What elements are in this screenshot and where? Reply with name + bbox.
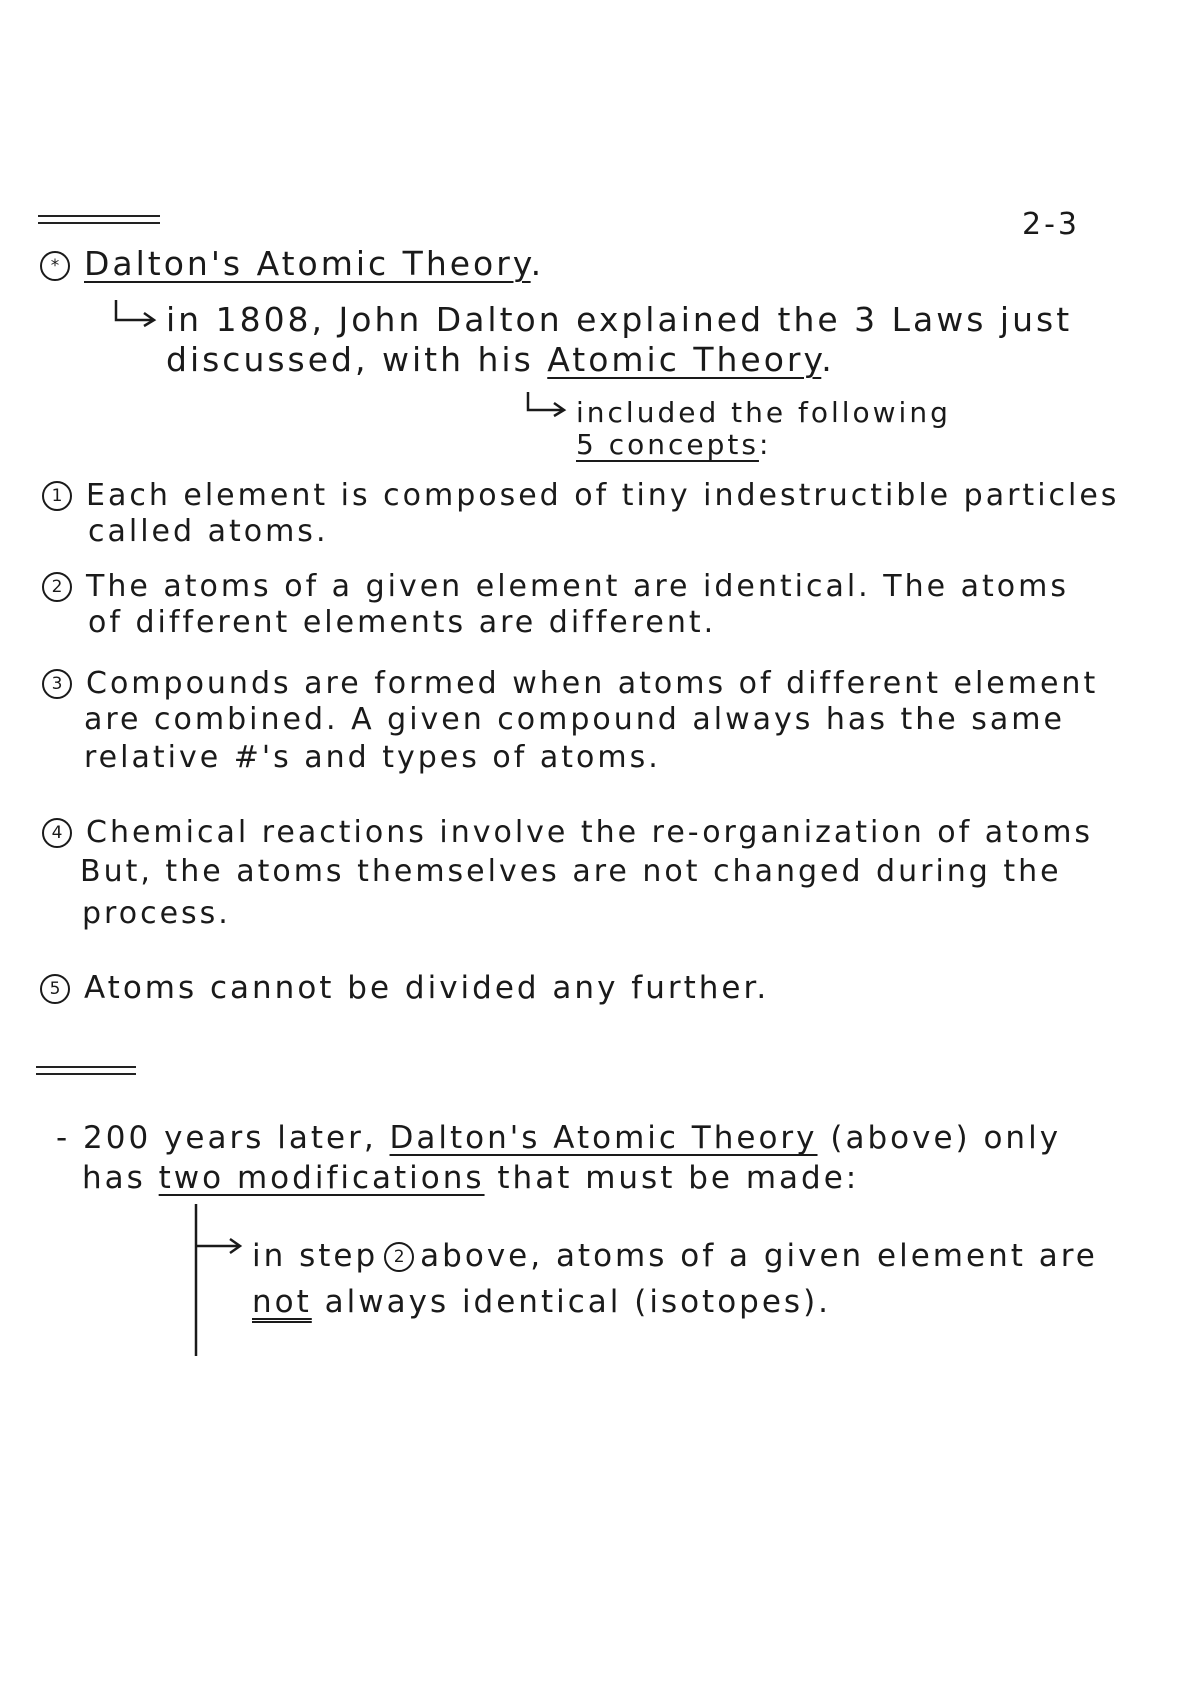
heading: [40, 244, 544, 283]
concept-3-line-2: are combined. A given compound always has the same: [84, 702, 1065, 737]
modification-1-prefix: in step: [252, 1238, 379, 1274]
later-line-1: [56, 1120, 1061, 1156]
intro-line-1: in 1808, John Dalton explained the 3 Laws just: [166, 300, 1073, 339]
top-double-rule: [38, 215, 160, 224]
later-line-2: [82, 1160, 859, 1196]
concept-4-line-1: [42, 815, 1093, 850]
two-modifications-term: two modifications: [158, 1160, 485, 1196]
later-line-2-prefix: has: [82, 1160, 159, 1196]
concept-4-line-3: process.: [82, 896, 231, 931]
intro-arrow-icon: [112, 298, 160, 328]
modification-1-line-2-end: always identical (isotopes).: [311, 1284, 832, 1320]
later-line-1-end: (above) only: [817, 1120, 1062, 1156]
concept-1-line-2: called atoms.: [88, 514, 329, 549]
asterisk-marker-icon: *: [40, 251, 70, 281]
modification-1-line-1: [252, 1238, 1098, 1274]
not-term: not: [252, 1284, 312, 1320]
concept-2-number: 2: [42, 572, 72, 602]
concept-3-line-3: relative #'s and types of atoms.: [84, 740, 661, 775]
atomic-theory-term: Atomic Theory: [547, 340, 822, 379]
concept-1-text: Each element is composed of tiny indestructible particles: [86, 478, 1120, 513]
concept-4-number: 4: [42, 818, 72, 848]
concept-3-number: 3: [42, 669, 72, 699]
middle-double-rule: [36, 1066, 136, 1075]
concept-2-text: The atoms of a given element are identical. The atoms: [86, 569, 1069, 604]
later-line-2-end: that must be made:: [484, 1160, 860, 1196]
modification-1-line-2: [252, 1284, 831, 1320]
later-line-1-prefix: 200 years later,: [83, 1120, 390, 1156]
concepts-intro-end: :: [758, 428, 772, 461]
heading-title: Dalton's Atomic Theory: [84, 244, 531, 283]
modification-bracket-icon: [186, 1200, 246, 1360]
concepts-intro-line-1: included the following: [576, 396, 951, 429]
page-number: 2-3: [1022, 207, 1080, 242]
concept-3-text: Compounds are formed when atoms of different element: [86, 666, 1099, 701]
intro-line-2: [166, 340, 835, 379]
concept-4-line-2: But, the atoms themselves are not changed during the: [80, 854, 1062, 889]
concept-4-text: Chemical reactions involve the re-organization of atoms: [86, 815, 1094, 850]
intro-line-2-prefix: discussed, with his: [166, 340, 548, 379]
step-2-reference: 2: [384, 1242, 414, 1272]
modification-1-text: above, atoms of a given element are: [420, 1238, 1098, 1274]
concept-5-line-1: [40, 970, 769, 1006]
concept-1-line-1: [42, 478, 1119, 513]
concept-2-line-1: [42, 569, 1069, 604]
intro-line-2-end: .: [821, 340, 835, 379]
concept-2-line-2: of different elements are different.: [88, 605, 717, 640]
heading-end: .: [530, 244, 545, 283]
concepts-arrow-icon: [524, 390, 570, 418]
concept-1-number: 1: [42, 481, 72, 511]
concept-3-line-1: [42, 666, 1098, 701]
concepts-intro-line-2: [576, 428, 771, 461]
dalton-theory-term: Dalton's Atomic Theory: [389, 1120, 818, 1156]
concept-5-text: Atoms cannot be divided any further.: [84, 970, 770, 1006]
concept-5-number: 5: [40, 974, 70, 1004]
later-dash: -: [56, 1120, 71, 1156]
five-concepts-term: 5 concepts: [576, 428, 759, 461]
